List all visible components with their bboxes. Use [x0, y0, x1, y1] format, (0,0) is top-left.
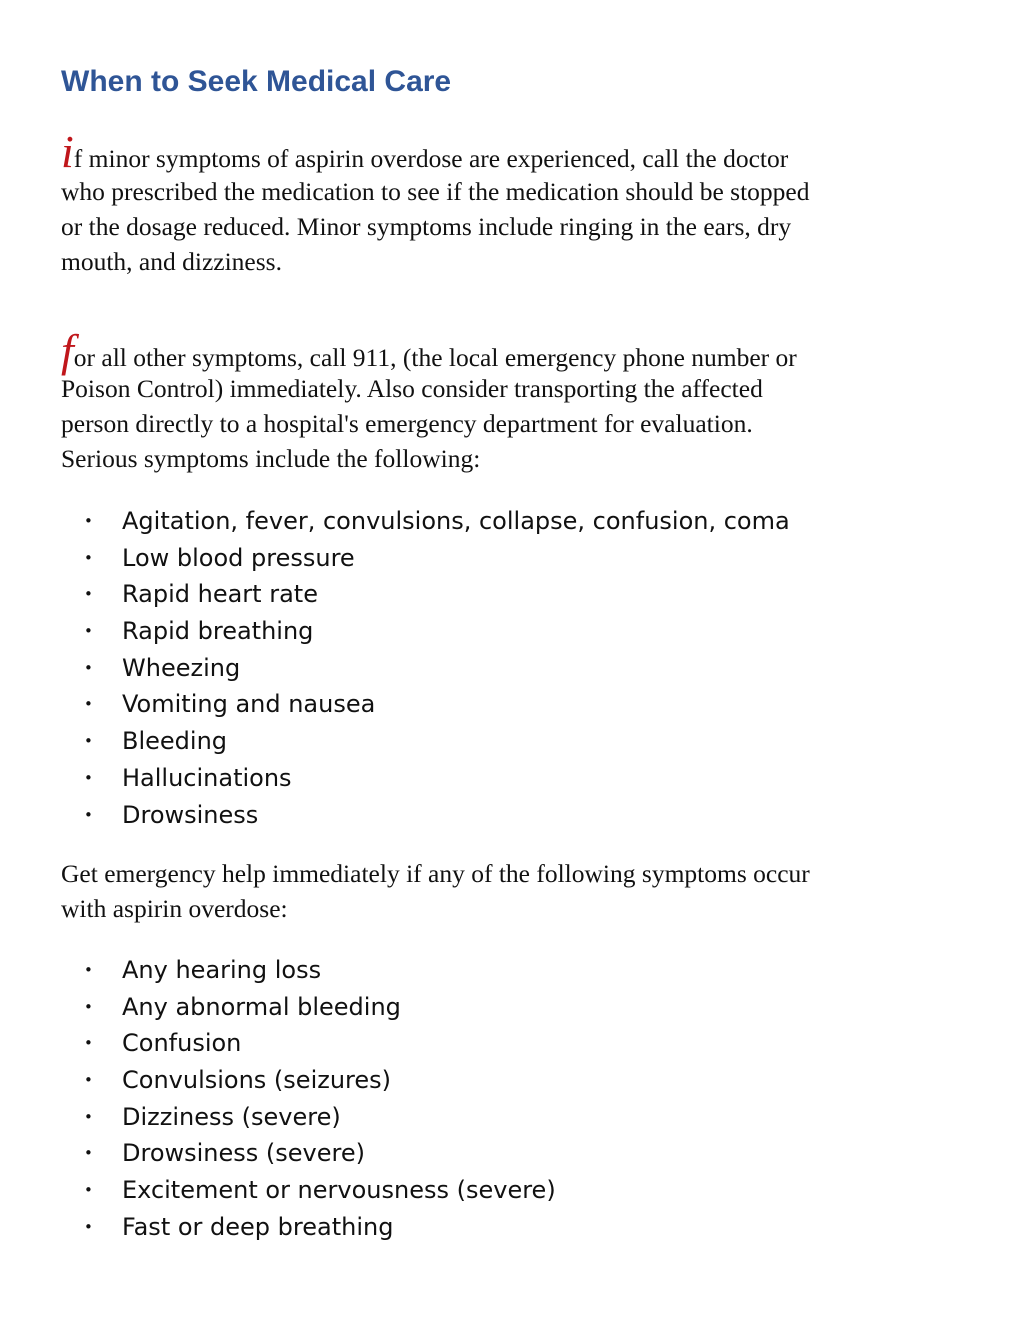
list-item-text: Agitation, fever, convulsions, collapse, confusion, coma	[122, 507, 790, 535]
paragraph-line: or the dosage reduced. Minor symptoms include ringing in the ears, dry	[61, 212, 792, 241]
bullet-icon: •	[84, 1034, 93, 1053]
paragraph-line: mouth, and dizziness.	[61, 247, 282, 276]
paragraph-line	[61, 126, 810, 177]
bullet-icon: •	[84, 695, 93, 714]
list-item-text: Wheezing	[122, 653, 241, 682]
paragraph-line-text: f minor symptoms of aspirin overdose are experienced, call the doctor	[73, 144, 789, 173]
bullet-icon: •	[84, 1144, 93, 1163]
bullet-icon: •	[84, 997, 93, 1016]
bullet-icon: •	[84, 658, 93, 677]
list-item-text: Fast or deep breathing	[122, 1212, 394, 1241]
paragraph-line: with aspirin overdose:	[61, 894, 288, 923]
paragraph-line-text: or all other symptoms, call 911, (the local emergency phone number or	[73, 343, 797, 372]
paragraph-line: person directly to a hospital's emergency department for evaluation.	[61, 409, 753, 438]
list-item-text: Rapid heart rate	[122, 580, 318, 609]
bullet-icon: •	[84, 622, 93, 641]
list-item-text: Rapid breathing	[122, 617, 314, 646]
list-item-text: Low blood pressure	[122, 543, 355, 572]
list-item-text: Dizziness (severe)	[122, 1102, 341, 1131]
list-item-text: Any hearing loss	[122, 956, 322, 984]
bullet-icon: •	[84, 1107, 93, 1126]
paragraph-emergency-help	[61, 856, 810, 926]
paragraph-minor-symptoms	[61, 126, 810, 279]
list-item-text: Vomiting and nausea	[122, 690, 376, 719]
list-item-text: Bleeding	[122, 727, 228, 756]
paragraph-line: Poison Control) immediately. Also consider transporting the affected	[61, 374, 763, 403]
paragraph-line: who prescribed the medication to see if the medication should be stopped	[61, 177, 810, 206]
bullet-icon: •	[84, 961, 93, 979]
drop-cap-letter: f	[61, 325, 74, 376]
bullet-icon: •	[84, 512, 93, 530]
paragraph-line: Get emergency help immediately if any of the following symptoms occur	[61, 859, 810, 888]
list-item-text: Drowsiness (severe)	[122, 1139, 365, 1168]
bullet-icon: •	[84, 585, 93, 604]
bullet-icon: •	[84, 732, 93, 751]
bullet-icon: •	[84, 805, 93, 824]
bullet-icon: •	[84, 548, 93, 567]
bullet-icon: •	[84, 1181, 93, 1200]
bullet-icon: •	[84, 1217, 93, 1236]
paragraph-line: Serious symptoms include the following:	[61, 444, 481, 473]
bullet-icon: •	[84, 1071, 93, 1090]
paragraph-other-symptoms	[61, 325, 797, 476]
list-item-text: Hallucinations	[122, 763, 292, 792]
list-item-text: Any abnormal bleeding	[122, 992, 401, 1021]
paragraph-line	[61, 325, 797, 376]
drop-cap-letter: i	[61, 126, 74, 177]
bullet-icon: •	[84, 768, 93, 787]
list-item-text: Convulsions (seizures)	[122, 1066, 392, 1095]
section-heading: When to Seek Medical Care	[61, 65, 452, 98]
list-item-text: Drowsiness	[122, 800, 259, 829]
list-item-text: Confusion	[122, 1029, 242, 1058]
list-item-text: Excitement or nervousness (severe)	[122, 1176, 556, 1205]
